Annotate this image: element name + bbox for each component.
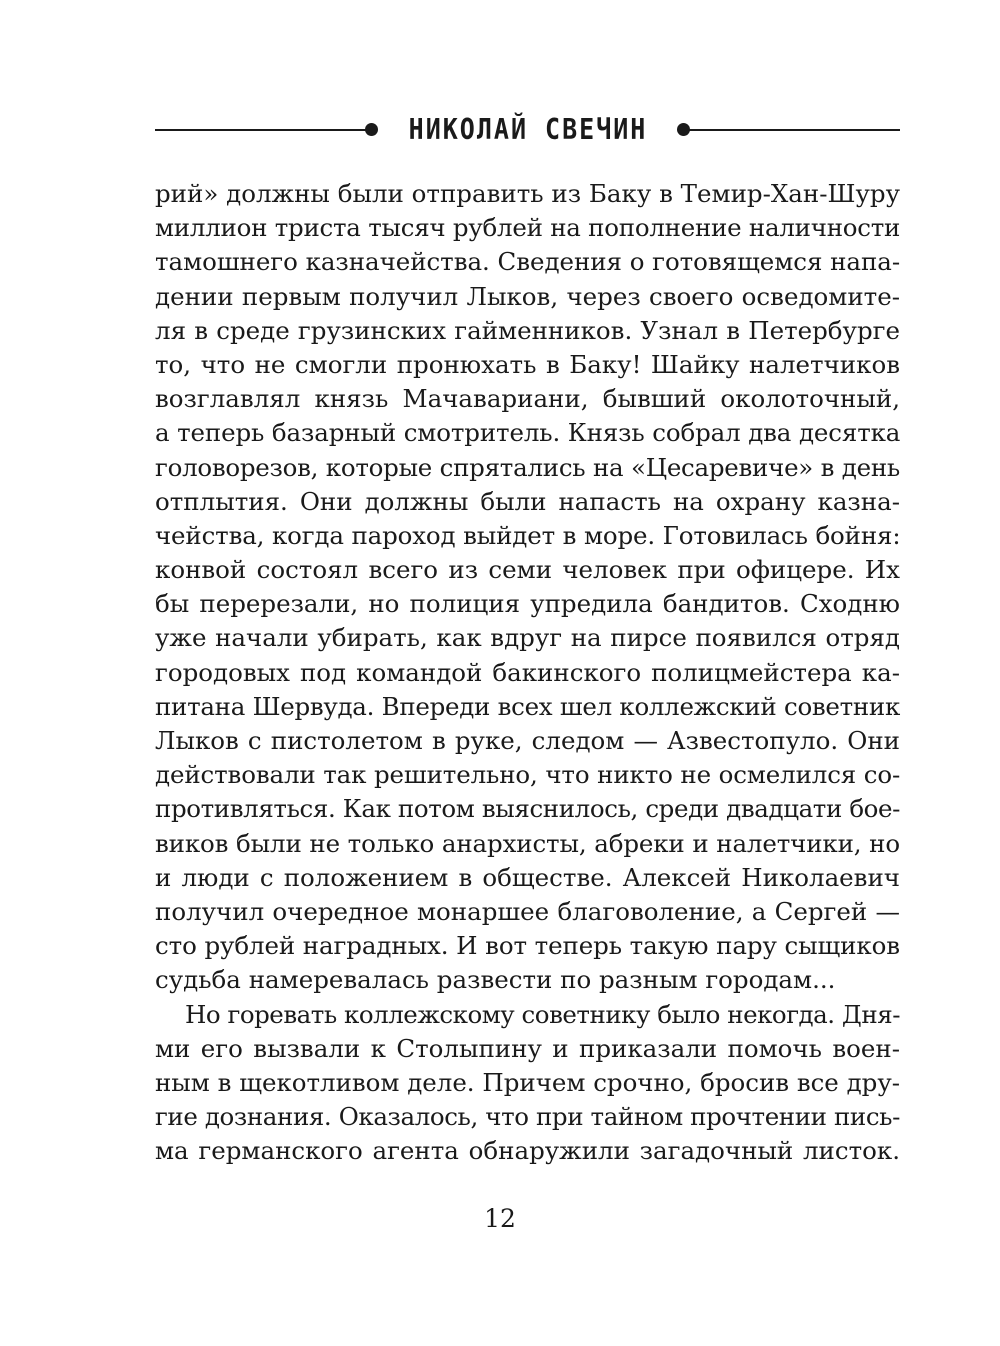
text-line: возглавлял князь Мачавариани, бывший околоточный, — [155, 384, 900, 414]
text-line: ми его вызвали к Столыпину и приказали помочь воен- — [155, 1033, 900, 1063]
text-line: гие дознания. Оказалось, что при тайном прочтении пись- — [155, 1102, 900, 1132]
running-header — [155, 112, 900, 148]
text-line: действовали так решительно, что никто не осмелился со- — [155, 760, 901, 790]
text-line: миллион триста тысяч рублей на пополнение наличности — [155, 213, 901, 243]
text-line: противляться. Как потом выяснилось, среди двадцати бое- — [155, 794, 901, 824]
text-line: ма германского агента обнаружили загадочный листок. — [155, 1136, 900, 1166]
text-line: сто рублей наградных. И вот теперь такую пару сыщиков — [155, 931, 900, 961]
text-line: уже начали убирать, как вдруг на пирсе появился отряд — [155, 623, 900, 653]
running-title: НИКОЛАЙ СВЕЧИН — [408, 112, 648, 147]
text-line: Лыков с пистолетом в руке, следом — Азвестопуло. Они — [155, 726, 900, 755]
text-line: отплытия. Они должны были напасть на охрану казна- — [155, 486, 900, 516]
text-line: Но горевать коллежскому советнику было некогда. Дня- — [185, 999, 900, 1029]
text-line: питана Шервуда. Впереди всех шел коллежский советник — [155, 691, 900, 721]
text-line: рий» должны были отправить из Баку в Темир-Хан-Шуру — [155, 179, 900, 208]
text-line: тамошнего казначейства. Сведения о готовящемся напа- — [155, 247, 901, 277]
paragraph-2 — [155, 998, 900, 1169]
text-line: дении первым получил Лыков, через своего осведомите- — [155, 281, 900, 311]
page-number: 12 — [484, 1204, 516, 1233]
text-line: конвой состоял всего из семи человек при офицере. Их — [155, 555, 900, 585]
page-body — [155, 177, 900, 1168]
text-line: городовых под командой бакинского полицмейстера ка- — [155, 657, 900, 687]
header-rule-left — [155, 129, 369, 131]
text-line: бы перерезали, но полиция упредила бандитов. Сходню — [155, 589, 900, 619]
text-line: получил очередное монаршее благоволение, а Сергей — — [155, 896, 900, 926]
paragraph-1 — [155, 177, 900, 998]
text-line: чейства, когда пароход выйдет в море. Готовилась бойня: — [155, 520, 901, 550]
header-bullet-left — [365, 123, 378, 136]
text-line: а теперь базарный смотритель. Князь собрал два десятка — [155, 418, 901, 448]
text-line: и люди с положением в обществе. Алексей Николаевич — [155, 862, 900, 892]
text-line: то, что не смогли пронюхать в Баку! Шайку налетчиков — [155, 349, 900, 379]
text-line: ным в щекотливом деле. Причем срочно, бросив все дру- — [155, 1067, 900, 1097]
text-line: ля в среде грузинских гайменников. Узнал в Петербурге — [155, 315, 900, 345]
header-rule-right — [683, 129, 900, 131]
text-line: виков были не только анархисты, абреки и налетчики, но — [155, 828, 900, 858]
text-line: головорезов, которые спрятались на «Цесаревиче» в день — [155, 452, 900, 482]
text-line: судьба намеревалась развести по разным городам... — [155, 965, 836, 995]
